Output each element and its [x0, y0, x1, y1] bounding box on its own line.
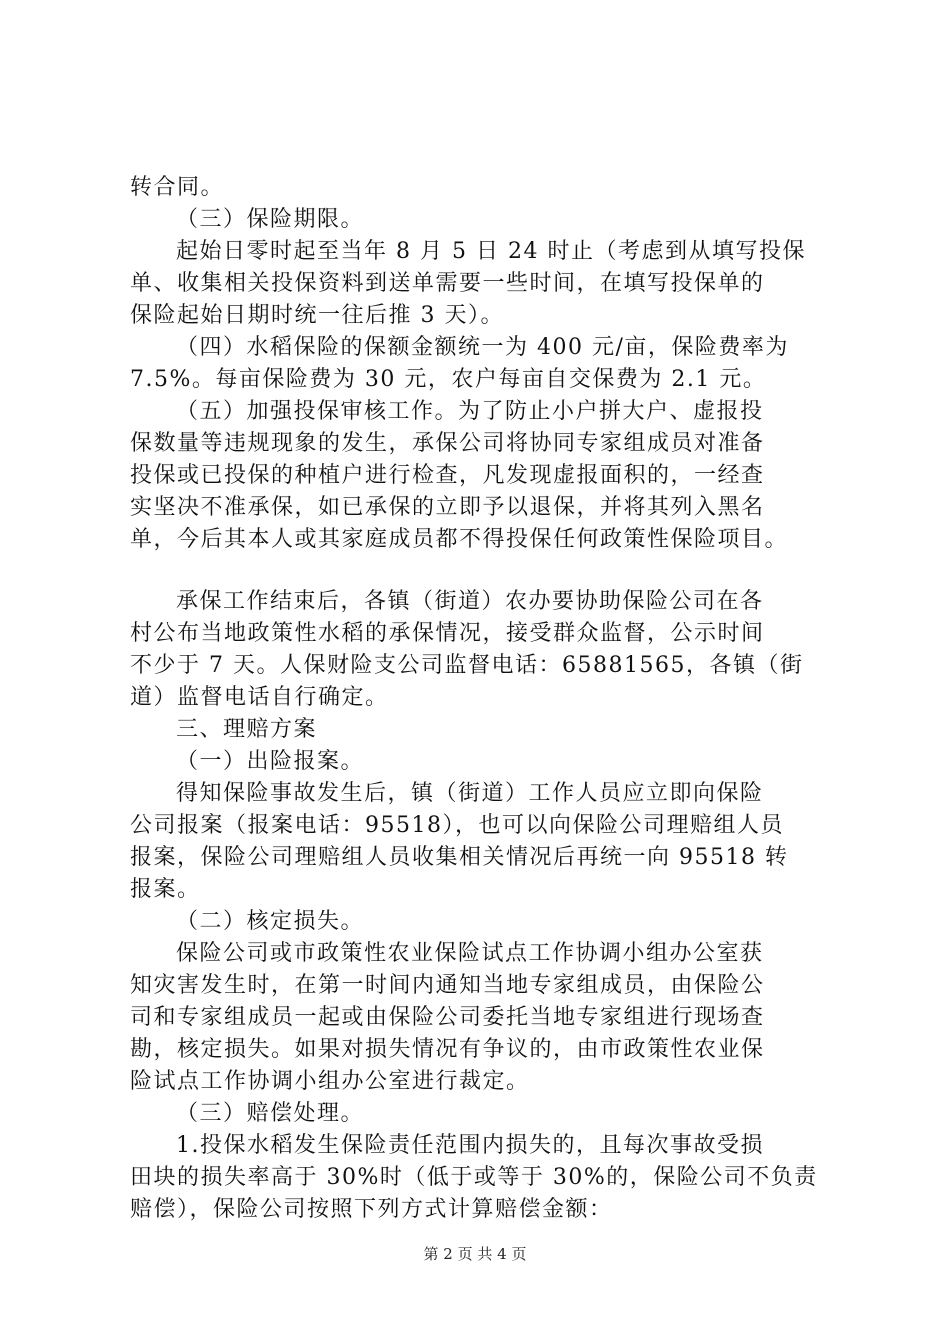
paragraph-line: 起始日零时起至当年 8 月 5 日 24 时止（考虑到从填写投保 [176, 239, 806, 264]
paragraph-line: 实坚决不准承保，如已承保的立即予以退保，并将其列入黑名 [130, 495, 765, 520]
section-heading: （二）核定损失。 [176, 909, 365, 934]
paragraph-line: 赔偿），保险公司按照下列方式计算赔偿金额： [130, 1197, 613, 1222]
paragraph-line: 勘，核定损失。如果对损失情况有争议的，由市政策性农业保 [130, 1037, 765, 1062]
paragraph-line: 保险起始日期时统一往后推 3 天）。 [130, 303, 504, 328]
paragraph-line: 保数量等违规现象的发生，承保公司将协同专家组成员对准备 [130, 431, 765, 456]
paragraph-line: 单，今后其本人或其家庭成员都不得投保任何政策性保险项目。 [130, 527, 789, 552]
paragraph-line: 单、收集相关投保资料到送单需要一些时间，在填写投保单的 [130, 271, 765, 296]
paragraph-line: 保险公司或市政策性农业保险试点工作协调小组办公室获 [176, 941, 764, 966]
paragraph-line: 得知保险事故发生后，镇（街道）工作人员应立即向保险 [176, 781, 764, 806]
paragraph-line: 报案，保险公司理赔组人员收集相关情况后再统一向 95518 转 [130, 845, 789, 870]
paragraph-gap [130, 556, 830, 586]
paragraph-line: 知灾害发生时，在第一时间内通知当地专家组成员，由保险公 [130, 973, 765, 998]
section-heading: （三）赔偿处理。 [176, 1101, 365, 1126]
paragraph-line: 不少于 7 天。人保财险支公司监督电话：65881565，各镇（街 [130, 653, 804, 678]
paragraph-line: 报案。 [130, 877, 201, 902]
paragraph-line: 司和专家组成员一起或由保险公司委托当地专家组进行现场查 [130, 1005, 765, 1030]
section-heading: （三）保险期限。 [176, 207, 365, 232]
paragraph-line: 转合同。 [130, 175, 225, 200]
paragraph-line: 道）监督电话自行确定。 [130, 685, 389, 710]
paragraph-line: 7.5%。每亩保险费为 30 元，农户每亩自交保费为 2.1 元。 [130, 367, 767, 392]
paragraph-line: 投保或已投保的种植户进行检查，凡发现虚报面积的，一经查 [130, 463, 765, 488]
paragraph-line: 公司报案（报案电话：95518），也可以向保险公司理赔组人员 [130, 813, 784, 838]
paragraph-line: 村公布当地政策性水稻的承保情况，接受群众监督，公示时间 [130, 621, 765, 646]
paragraph-line: 险试点工作协调小组办公室进行裁定。 [130, 1069, 530, 1094]
document-body [130, 172, 830, 1226]
section-heading: （一）出险报案。 [176, 749, 365, 774]
page-number-footer: 第 2 页 共 4 页 [423, 1245, 527, 1263]
paragraph-line: 承保工作结束后，各镇（街道）农办要协助保险公司在各 [176, 589, 764, 614]
section-heading: 三、理赔方案 [176, 717, 318, 742]
paragraph-line: 1.投保水稻发生保险责任范围内损失的，且每次事故受损 [176, 1133, 764, 1158]
paragraph-line: 田块的损失率高于 30%时（低于或等于 30%的，保险公司不负责 [130, 1165, 818, 1190]
paragraph-line: （四）水稻保险的保额金额统一为 400 元/亩，保险费率为 [176, 335, 789, 360]
paragraph-line: （五）加强投保审核工作。为了防止小户拼大户、虚报投 [176, 399, 764, 424]
